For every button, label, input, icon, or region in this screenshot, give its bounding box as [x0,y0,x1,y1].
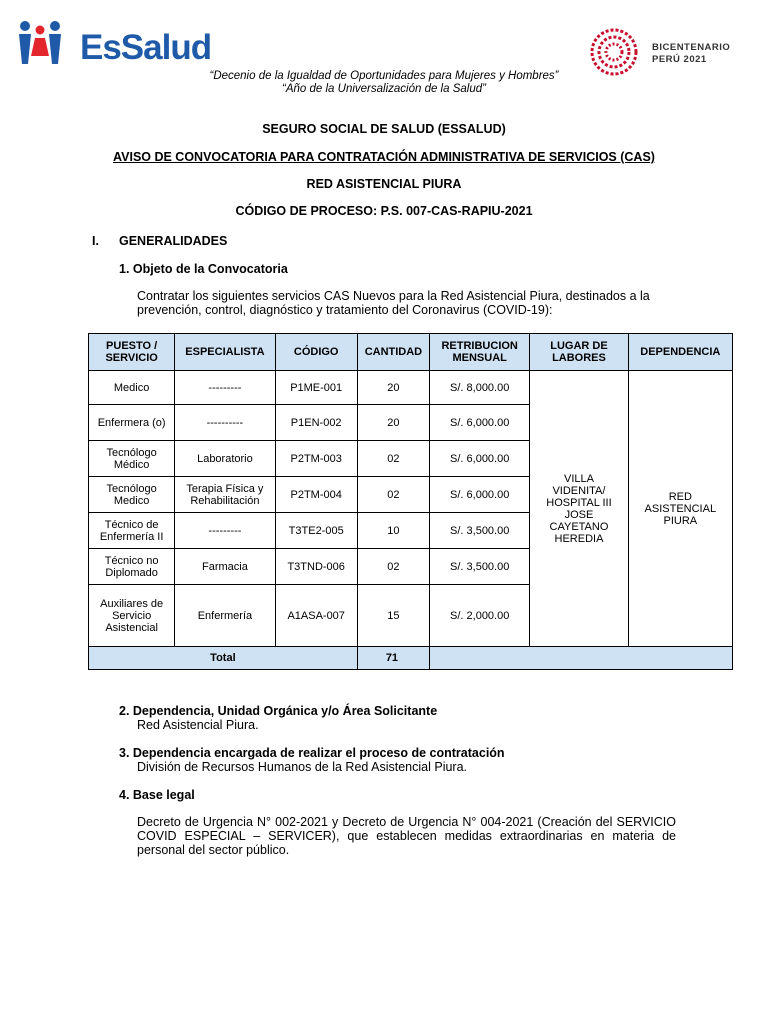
cell-codigo: T3TND-006 [275,549,357,585]
cell-codigo: T3TE2-005 [275,513,357,549]
cell-puesto: Medico [89,371,175,405]
col-lugar: LUGAR DE LABORES [530,334,628,371]
item1-title: 1. Objeto de la Convocatoria [119,262,288,276]
cell-cantidad: 02 [357,441,429,477]
aviso-title [0,150,768,164]
cell-puesto: Enfermera (o) [89,405,175,441]
anio-text: “Año de la Universalización de la Salud” [282,83,486,95]
cell-codigo: A1ASA-007 [275,585,357,647]
item2-text: Red Asistencial Piura. [137,718,259,732]
cell-retribucion: S/. 3,500.00 [430,549,530,585]
aviso-title-text: AVISO DE CONVOCATORIA PARA CONTRATACIÓN ADMINISTRATIVA DE SERVICIOS (CAS) [113,150,655,164]
cell-especialista: Laboratorio [175,441,275,477]
cell-codigo: P2TM-004 [275,477,357,513]
cell-retribucion: S/. 6,000.00 [430,477,530,513]
item4-text: Decreto de Urgencia N° 002-2021 y Decreto de Urgencia N° 004-2021 (Creación del SERVICIO COVID ESPECIAL – SERVICER), que establecen medidas extraordinarias en materia de personal del sector público. [137,815,676,857]
cell-cantidad: 20 [357,405,429,441]
table-total-row [89,647,733,670]
cell-cantidad: 02 [357,549,429,585]
item1-text: Contratar los siguientes servicios CAS Nuevos para la Red Asistencial Piura, destinados a la prevención, control, diagnóstico y tratamiento del Coronavirus (COVID-19): [137,289,650,317]
brand-name: EsSalud [80,28,212,67]
total-label: Total [89,647,358,670]
cell-especialista: Enfermería [175,585,275,647]
cell-retribucion: S/. 8,000.00 [430,371,530,405]
col-puesto: PUESTO / SERVICIO [89,334,175,371]
col-especialista: ESPECIALISTA [175,334,275,371]
cell-cantidad: 15 [357,585,429,647]
item3-text: División de Recursos Humanos de la Red Asistencial Piura. [137,760,468,774]
codigo-proceso: CÓDIGO DE PROCESO: P.S. 007-CAS-RAPIU-2021 [235,204,533,218]
table-row [89,371,733,405]
item2-title: 2. Dependencia, Unidad Orgánica y/o Área Solicitante [119,704,438,718]
cell-puesto: Tecnólogo Médico [89,441,175,477]
cell-puesto: Técnico no Diplomado [89,549,175,585]
bicentenario-text [652,42,730,66]
cell-puesto: Técnico de Enfermería II [89,513,175,549]
col-codigo: CÓDIGO [275,334,357,371]
item3-title: 3. Dependencia encargada de realizar el proceso de contratación [119,746,505,760]
cell-puesto: Tecnólogo Medico [89,477,175,513]
cell-especialista: Farmacia [175,549,275,585]
cell-cantidad: 02 [357,477,429,513]
col-retribucion: RETRIBUCION MENSUAL [430,334,530,371]
cell-cantidad: 10 [357,513,429,549]
table-header-row [89,334,733,371]
section-number: I. [92,234,99,248]
lugar-text: VILLA VIDENITA/ HOSPITAL III JOSE CAYETANO HEREDIA [546,472,612,545]
red-title: RED ASISTENCIAL PIURA [306,177,462,191]
dependencia-text: RED ASISTENCIAL PIURA [644,490,717,527]
cell-puesto: Auxiliares de Servicio Asistencial [89,585,175,647]
cell-retribucion: S/. 3,500.00 [430,513,530,549]
cell-codigo: P1EN-002 [275,405,357,441]
cell-retribucion: S/. 6,000.00 [430,441,530,477]
cell-especialista: ---------- [175,405,275,441]
cell-codigo: P1ME-001 [275,371,357,405]
col-dependencia: DEPENDENCIA [628,334,732,371]
cell-lugar [530,371,628,647]
decenio-text: “Decenio de la Igualdad de Oportunidades para Mujeres y Hombres” [209,70,559,82]
item4-title: 4. Base legal [119,788,195,802]
cell-especialista: --------- [175,371,275,405]
total-empty [430,647,733,670]
family-icon [16,20,64,66]
org-title: SEGURO SOCIAL DE SALUD (ESSALUD) [262,122,506,136]
cell-cantidad: 20 [357,371,429,405]
bicentenario-line1: BICENTENARIO [652,42,731,53]
cell-retribucion: S/. 2,000.00 [430,585,530,647]
cell-especialista: Terapia Física y Rehabilitación [175,477,275,513]
cell-especialista: --------- [175,513,275,549]
col-cantidad: CANTIDAD [357,334,429,371]
cell-retribucion: S/. 6,000.00 [430,405,530,441]
essalud-logo [16,18,216,70]
total-value: 71 [357,647,429,670]
cas-table [88,333,733,670]
section-title: GENERALIDADES [119,234,228,248]
cell-codigo: P2TM-003 [275,441,357,477]
cell-dependencia [628,371,732,647]
bicentenario-line2: PERÚ 2021 [652,54,707,65]
